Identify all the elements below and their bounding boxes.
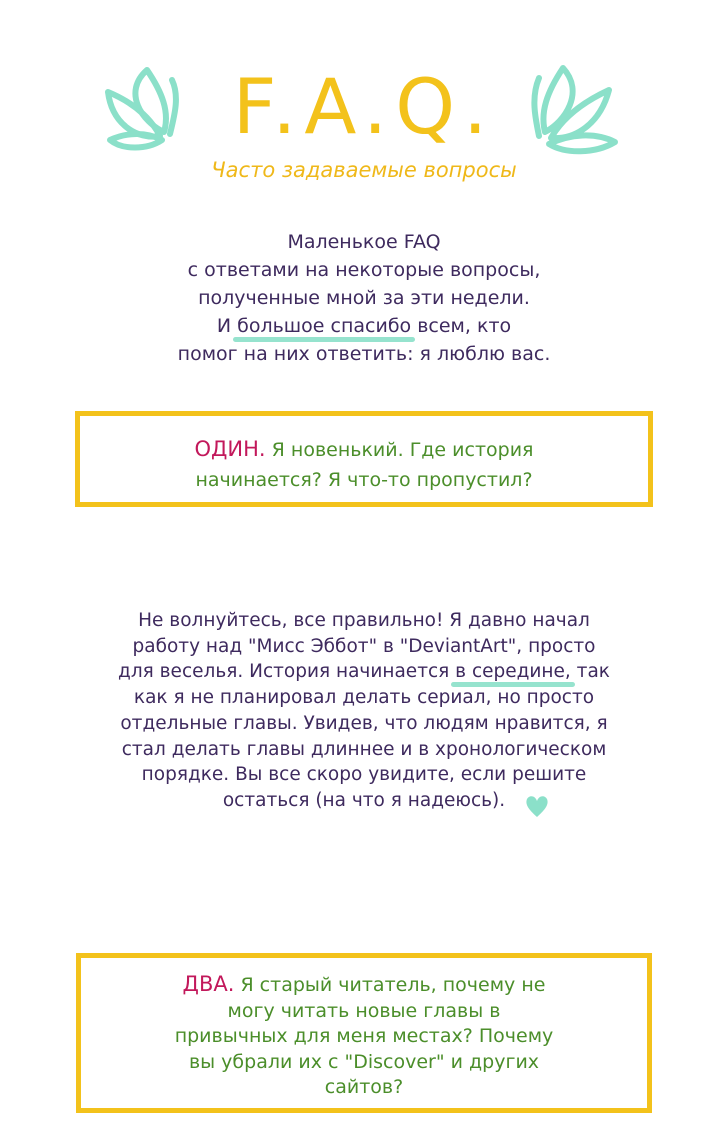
question-one-box: [75, 411, 653, 507]
heart-icon: [524, 793, 550, 819]
answer-line: как я не планировал делать сериал, но просто: [133, 687, 595, 709]
answer-line: порядке. Вы все скоро увидите, если решите: [141, 764, 587, 786]
question-line: могу читать новые главы в: [227, 999, 501, 1022]
question-line: начинается? Я что-то пропустил?: [195, 469, 533, 491]
question-number: ОДИН.: [194, 437, 266, 461]
intro-line: полученные мной за эти недели.: [198, 287, 530, 309]
question-text: Я новенький. Где история: [265, 439, 534, 461]
answer-text-segment: для веселья. История начинается: [118, 661, 456, 683]
question-line: [80, 434, 648, 465]
question-line: сайтов?: [324, 1076, 404, 1098]
highlight-underline: [451, 682, 575, 687]
intro-text-segment: всем, кто: [411, 315, 512, 337]
answer-line: стал делать главы длиннее и в хронологическом: [121, 738, 607, 760]
answer-highlight-text: в середине,: [455, 661, 571, 683]
intro-highlight-text: большое спасибо: [237, 315, 412, 337]
answer-line: [100, 659, 628, 685]
answer-text-segment: так: [570, 661, 610, 683]
intro-line: с ответами на некоторые вопросы,: [187, 259, 541, 281]
answer-highlight: [455, 659, 571, 685]
highlight-underline: [233, 337, 415, 342]
question-line: [81, 972, 647, 999]
question-text: Я старый читатель, почему не: [234, 974, 546, 996]
intro-line: Маленькое FAQ: [287, 231, 441, 253]
intro-line: [0, 312, 728, 340]
answer-line: работу над "Мисс Эббот" в "DeviantArt", просто: [132, 635, 596, 657]
intro-text: [0, 228, 728, 368]
question-line: вы убрали их с "Discover" и других: [188, 1050, 540, 1073]
answer-line: остаться (на что я надеюсь).: [222, 789, 506, 811]
page-subtitle: Часто задаваемые вопросы: [211, 158, 517, 182]
answer-line: отдельные главы. Увидев, что людям нравится, я: [120, 712, 608, 734]
question-line: привычных для меня местах? Почему: [174, 1025, 554, 1047]
question-two-box: [76, 953, 652, 1113]
intro-highlight: [237, 312, 411, 340]
question-number: ДВА.: [182, 972, 235, 996]
answer-one-text: [100, 608, 628, 814]
page-title: F.A.Q.: [232, 62, 496, 151]
intro-text-segment: И: [216, 315, 238, 337]
intro-line: помог на них ответить: я люблю вас.: [177, 343, 551, 365]
answer-line: Не волнуйтесь, все правильно! Я давно начал: [138, 610, 590, 631]
